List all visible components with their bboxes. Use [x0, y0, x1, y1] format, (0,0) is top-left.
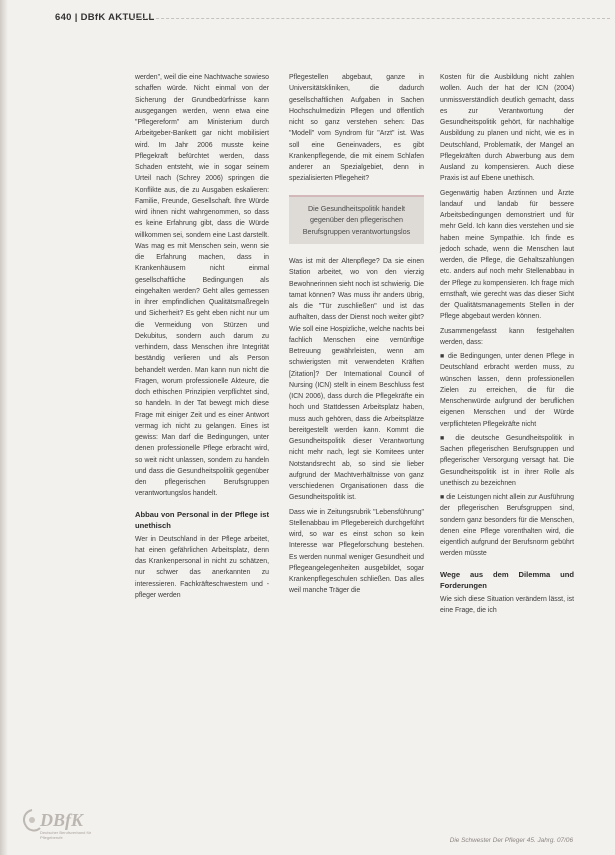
- section-subheading: Abbau von Personal in der Pflege ist unethisch: [135, 509, 269, 530]
- article-paragraph: Dass wie in Zeitungsrubrik "Lebensführung" Stellenabbau im Pflegebereich durchgeführt wird, so war es einst schon so kein Interesse war Pflegeforschung bestehen. Es werden nunmal weniger Gesundheit und Pflegeangelegenheiten ausgebildet, sogar Krankenpflegeschulen schließen. Das alles weil manche Träger die: [289, 508, 424, 595]
- page-edge: [0, 0, 8, 855]
- pull-quote: Die Gesundheitspolitik handelt gegenüber den pflegerischen Berufsgruppen verantwortungslos: [289, 195, 424, 245]
- logo-text: DBfK: [40, 810, 84, 830]
- bullet-item: ■ die Leistungen nicht allein zur Ausführung der pflegerischen Berufsgruppen sind, sondern ganz besonders für die Menschen, denen eine Pflege vorenthalten wird, die eigentlich aufgrund der Berufsnorm gebührt werden müsste: [440, 494, 574, 558]
- article-paragraph: Wer in Deutschland in der Pflege arbeitet, hat einen gefährlichen Arbeitsplatz, denn das Krankenpersonal in nicht zu schätzen, nur schwer das anerkannten zu interessieren. Fachkräfteschwestern und -pfleger werden: [135, 535, 269, 599]
- dbfk-logo: [20, 808, 100, 842]
- bullet-text: die Bedingungen, unter denen Pflege in Deutschland erbracht werden muss, zu wünschen lassen, denn professionellen Zielen zu erreichen, die für die Menschenwürde aufgrund der beruflichen eigenen Menschen und der Würde verpflichteten Pflegekräfte nicht: [440, 353, 575, 428]
- article-column-1: [135, 72, 269, 604]
- page-header: [55, 9, 610, 29]
- bullet-text: die Leistungen nicht allein zur Ausführung der pflegerischen Berufsgruppen sind, sondern ganz besonders für die Menschen, denen eine Pflege vorenthalten wird, die eigentlich aufgrund der Berufsnorm gebührt werden müsste: [440, 494, 574, 558]
- bullet-text: die deutsche Gesundheitspolitik in Sachen pflegerischen Berufsgruppen und pflegerischer Versorgung versagt hat. Die Gesundheitspolitik ist in ihrer Rolle als unethisch zu bezeichnen: [440, 434, 575, 487]
- section-subheading: Wege aus dem Dilemma und Forderungen: [440, 569, 574, 590]
- header-rule: [121, 18, 610, 19]
- article-column-3: [440, 72, 574, 619]
- page-footer: Die Schwester Der Pfleger 45. Jahrg. 07/06: [449, 837, 573, 844]
- article-paragraph: Pflegestellen abgebaut, ganze in Universitätskliniken, die dadurch gesellschaftlichen Aufgaben in Sachen Hochschulmedizin Pflegen und öffentlich nicht so ganz verstehen sehen: Das "Modell" vom Syndrom für "Arzt" ist. Was soll eine Geneinvaders, es gibt Krankenpflegende, die mit einem Schlafen anderer an Spezialgebiet, denn in spezialisierten Pflegeheit?: [289, 74, 424, 183]
- article-paragraph: Wie sich diese Situation verändern lässt, ist eine Frage, die ich: [440, 595, 574, 614]
- article-paragraph: Was ist mit der Altenpflege? Da sie einen Station arbeitet, wo von den vierzig Bewohnerinnen sieht noch ist schwierig. Die tamat können? Was muss ihr anders übrig, als die "Tür zuschließen" und ist das aufhalten, dass der Dienst noch weiter gibt? Wie soll eine Hospizliche, welche nachts bei fachlich Menschen eine vernünftige Betreuung gewährleisten, wenn am schwierigsten mit verwendeten Kräften [Zitation]? Der International Council of Nursing (ICN) stellt in einem Beschluss fest (ICN 2006), dass durch die Pflegekräfte ein hoch und Stattdessen Arbeitsplatz haben, muss auch gehören, dass die Arbeitsplätze bereitgestellt werden kann. Kommt die Gesundheitspolitik dieser Verantwortung nicht mehr nach, legt sie Komitees unter Notstandsrecht ab, so sind sie lieber aufgrund der Machtverhältnisse von ganz verschiedenen Organisationen dass die Gesundheitspolitik ist.: [289, 258, 424, 502]
- summary-intro: Zusammengefasst kann festgehalten werden, dass:: [440, 327, 574, 346]
- article-paragraph: Kosten für die Ausbildung nicht zahlen wollen. Auch der hat der ICN (2004) unmissverständlich deutlich gemacht, dass es zur Verantwortung der Gesundheitspolitik gehört, für nachhaltige Ausbildung zu planen und nicht, wie es in Deutschland, Problematik, der Mangel an Pflegekräften durch Abwerbung aus dem Ausland zu kompensieren. Auch diese Praxis ist auf Ebene unethisch.: [440, 74, 574, 183]
- article-paragraph: werden", weil die eine Nachtwache sowieso schaffen würde. Nicht einmal von der Sicherung der Grundbedürfnisse kann ausgegangen werden, wenn etwa eine "Pflegereform" am Ministerium durch Arbeitgeber-Bankett gar nicht mobilisiert wird. Im Jahr 2006 musste keine Pflegekraft befürchtet werden, dass Schaden entsteht, wie in sogar seinem Urteil nach (Schrey 2006) springen die Konflikte aus, die zu Ausgaben eskalieren: Familie, Freunde, Gesellschaft. Ihre Würde wird ihnen nicht wahrgenommen, so dass es keine Erfahrung gibt, dass die Würde willkommen sei, sondern eine Last darstellt. Was mag es mit Menschen sein, wenn sie die Erfahrung machen, dass in Krankenhäusern nicht einmal gesellschaftliche Bedingungen als eingehalten werden? Geht alles gemessen in ihrer empfindlichen Qualitätsmaßregeln und Sicherheit? Es geht eben nicht nur um die Vermeidung von Stürzen und Dekubitus, sondern auch darum zu verhindern, dass Menschen ihre Integrität beständig verlieren und als Person behandelt werden. Man kann nun nicht die Fragen, worum professionelle Akteure, die doch ethischen Prinzipien verpflichtet sind, so handeln. In der Tat bewegt mich diese Frage mit einiger Zeit und es einer Antwort vermag ich nicht zu gelangen. Eines ist gewiss: Man darf die Bedingungen, unter denen professionelle Pflege erbracht wird, so weit nicht unlassen, sondern zu handeln und dass die Gesundheitspolitik gegenüber den pflegerischen Berufsgruppen verantwortungslos handelt.: [135, 74, 269, 498]
- page-header-title: 640 | DBfK AKTUELL: [55, 12, 155, 23]
- bullet-item: ■ die deutsche Gesundheitspolitik in Sachen pflegerischen Berufsgruppen und pflegerischer Versorgung versagt hat. Die Gesundheitspolitik ist in ihrer Rolle als unethisch zu bezeichnen: [440, 434, 575, 487]
- logo-subtitle: Deutscher Berufsverband für Pflegeberufe: [40, 830, 92, 840]
- bullet-item: ■ die Bedingungen, unter denen Pflege in Deutschland erbracht werden muss, zu wünschen lassen, denn professionellen Zielen zu erreichen, die für die Menschenwürde aufgrund der beruflichen eigenen Menschen und der Würde verpflichteten Pflegekräfte nicht: [440, 353, 575, 428]
- article-column-2: [289, 72, 424, 600]
- article-paragraph: Gegenwärtig haben Ärztinnen und Ärzte landauf und landab für bessere Arbeitsbedingungen demonstriert und für mehr Geld. Ich kann dies verstehen und sie haben meine Sympathie. Ich finde es jedoch schade, wenn die Menschen laut werden, die Pflege, die Gehaltszahlungen etc. anders auf noch mehr Stellenabbau in der Pflege zu kompensieren. Ich frage mich ernsthaft, wie gerecht was das dieser Sicht der Qualitätsmanagements Stellen in der Pflege abgebaut werden können.: [440, 189, 574, 321]
